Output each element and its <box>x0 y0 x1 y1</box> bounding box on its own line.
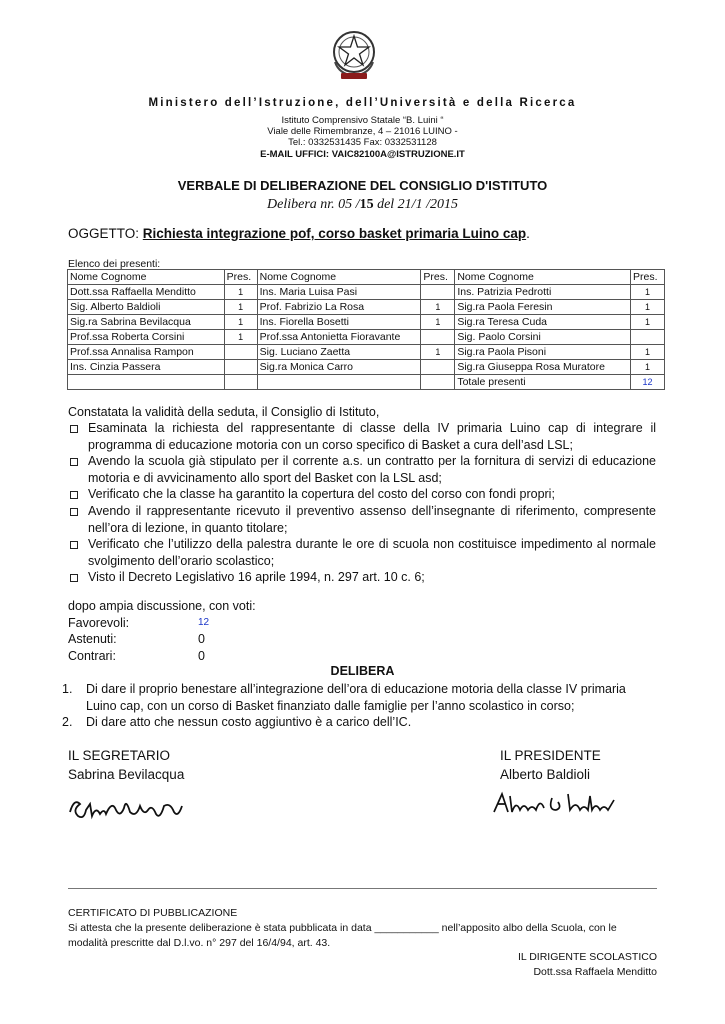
italian-republic-emblem-icon <box>329 28 379 82</box>
total-value: 12 <box>631 375 665 390</box>
empty-cell <box>421 375 455 390</box>
table-row <box>68 345 665 360</box>
member-name: Prof.ssa Antonietta Fioravante <box>257 330 421 345</box>
empty-cell <box>68 375 225 390</box>
secretary-block <box>68 746 184 784</box>
institute-phone: Tel.: 0332531435 Fax: 0332531128 <box>288 137 437 148</box>
empty-cell <box>224 375 257 390</box>
presence-mark: 1 <box>631 345 665 360</box>
checkbox-bullet-icon <box>70 574 78 582</box>
empty-cell <box>257 375 421 390</box>
member-name: Prof.ssa Roberta Corsini <box>68 330 225 345</box>
presence-mark: 1 <box>421 345 455 360</box>
col-pres: Pres. <box>421 270 455 285</box>
certificate-heading: CERTIFICATO DI PUBBLICAZIONE <box>68 907 238 919</box>
presence-mark <box>631 330 665 345</box>
checkbox-bullet-icon <box>70 508 78 516</box>
institute-name: Istituto Comprensivo Statale “B. Luini “ <box>281 115 444 126</box>
votes-intro: dopo ampia discussione, con voti: <box>68 599 256 613</box>
list-item: Esaminata la richiesta del rappresentante di classe della IV primaria Luino cap di integrare il programma di educazione motoria con un corso specifico di Basket a cura dell’asd LSL; <box>68 420 656 453</box>
col-name: Nome Cognome <box>257 270 421 285</box>
col-pres: Pres. <box>224 270 257 285</box>
secretary-signature-icon <box>66 792 190 826</box>
checkbox-bullet-icon <box>70 541 78 549</box>
attendance-caption: Elenco dei presenti: <box>68 258 161 270</box>
member-name: Sig.ra Paola Feresin <box>455 300 631 315</box>
delibera-heading: DELIBERA <box>330 664 395 678</box>
member-name: Prof.ssa Annalisa Rampon <box>68 345 225 360</box>
checkbox-bullet-icon <box>70 491 78 499</box>
president-name: Alberto Baldioli <box>500 767 591 782</box>
member-name: Ins. Cinzia Passera <box>68 360 225 375</box>
list-item: Visto il Decreto Legislativo 16 aprile 1994, n. 297 art. 10 c. 6; <box>68 569 656 586</box>
signer-name: Dott.ssa Raffaela Menditto <box>533 966 657 978</box>
col-name: Nome Cognome <box>455 270 631 285</box>
presence-mark: 1 <box>631 300 665 315</box>
member-name: Sig. Paolo Corsini <box>455 330 631 345</box>
attendance-table <box>67 269 665 390</box>
institute-address: Viale delle Rimembranze, 4 – 21016 LUINO - <box>267 126 458 137</box>
table-row-total <box>68 375 665 390</box>
list-item: 2. Di dare atto che nessun costo aggiuntivo è a carico dell’IC. <box>62 715 412 730</box>
member-name: Ins. Patrizia Pedrotti <box>455 285 631 300</box>
votes-section <box>68 598 256 664</box>
presence-mark <box>224 360 257 375</box>
table-row <box>68 330 665 345</box>
vote-row-contrari: Contrari: 0 <box>68 648 205 663</box>
presence-mark: 1 <box>631 285 665 300</box>
signer-role: IL DIRIGENTE SCOLASTICO <box>517 951 657 963</box>
presence-mark: 1 <box>224 315 257 330</box>
secretary-name: Sabrina Bevilacqua <box>68 767 185 782</box>
member-name: Dott.ssa Raffaella Menditto <box>68 285 225 300</box>
presence-mark: 1 <box>631 315 665 330</box>
considerations-list <box>68 420 656 586</box>
subject-text: Richiesta integrazione pof, corso basket primaria Luino cap <box>142 226 527 241</box>
presence-mark: 1 <box>224 300 257 315</box>
subject-line: OGGETTO: Richiesta integrazione pof, corso basket primaria Luino cap. <box>68 226 530 241</box>
document-title: VERBALE DI DELIBERAZIONE DEL CONSIGLIO D'ISTITUTO <box>177 178 548 193</box>
list-item: Verificato che la classe ha garantito la copertura del costo del corso con fondi propri; <box>68 486 656 503</box>
member-name: Sig. Alberto Baldioli <box>68 300 225 315</box>
member-name: Sig.ra Paola Pisoni <box>455 345 631 360</box>
decisions-list <box>62 681 656 731</box>
certificate-section <box>68 906 658 951</box>
table-row <box>68 300 665 315</box>
member-name: Sig.ra Teresa Cuda <box>455 315 631 330</box>
checkbox-bullet-icon <box>70 458 78 466</box>
member-name: Sig. Luciano Zaetta <box>257 345 421 360</box>
delibera-number: Delibera nr. 05 /15 del 21/1 /2015 <box>267 197 458 212</box>
col-pres: Pres. <box>631 270 665 285</box>
member-name: Sig.ra Sabrina Bevilacqua <box>68 315 225 330</box>
total-label: Totale presenti <box>455 375 631 390</box>
presence-mark: 1 <box>224 330 257 345</box>
list-item: Avendo la scuola già stipulato per il corrente a.s. un contratto per la fornitura di servizi di educazione motoria e di avvicinamento allo sport del Basket con la LSL asd; <box>68 453 656 486</box>
col-name: Nome Cognome <box>68 270 225 285</box>
member-name: Ins. Maria Luisa Pasi <box>257 285 421 300</box>
secretary-role: IL SEGRETARIO <box>68 748 171 763</box>
presence-mark: 1 <box>421 315 455 330</box>
certificate-text: Si attesta che la presente deliberazione è stata pubblicata in data ___________ nell’apposito albo della Scuola, con le modalità prescritte dal D.l.vo. n° 297 del 16/4/94, art. 43. <box>68 922 617 949</box>
president-block <box>500 746 601 784</box>
certificate-signer <box>518 950 657 980</box>
vote-row-favorevoli: Favorevoli: 12 <box>68 615 210 630</box>
ministry-name: Ministero dell’Istruzione, dell’Università e della Ricerca <box>148 97 577 109</box>
list-item: Verificato che l’utilizzo della palestra durante le ore di scuola non costituisce impedimento al normale svolgimento dell’orario scolastico; <box>68 536 656 569</box>
institute-email: E-MAIL UFFICI: VAIC82100A@ISTRUZIONE.IT <box>260 149 465 160</box>
vote-row-astenuti: Astenuti: 0 <box>68 632 205 647</box>
attendance-header-row <box>68 270 665 285</box>
checkbox-bullet-icon <box>70 425 78 433</box>
president-role: IL PRESIDENTE <box>500 748 601 763</box>
divider <box>68 888 657 889</box>
list-item: Avendo il rappresentante ricevuto il preventivo assenso dell’insegnante di riferimento, compresente nell’ora di lezione, in quanto titolare; <box>68 503 656 536</box>
member-name: Sig.ra Giuseppa Rosa Muratore <box>455 360 631 375</box>
presence-mark <box>224 345 257 360</box>
presence-mark <box>421 285 455 300</box>
member-name: Ins. Fiorella Bosetti <box>257 315 421 330</box>
list-item: 1. Di dare il proprio benestare all’integrazione dell’ora di educazione motoria della classe IV primaria Luino cap, con un corso di Basket finanziato dalle famiglie per l’anno scolastico in corso; <box>62 682 626 713</box>
presence-mark: 1 <box>224 285 257 300</box>
member-name: Sig.ra Monica Carro <box>257 360 421 375</box>
table-row <box>68 360 665 375</box>
president-signature-icon <box>490 788 622 818</box>
intro-text: Constatata la validità della seduta, il Consiglio di Istituto, <box>68 405 380 419</box>
table-row <box>68 315 665 330</box>
table-row <box>68 285 665 300</box>
presence-mark <box>421 360 455 375</box>
presence-mark: 1 <box>421 300 455 315</box>
presence-mark: 1 <box>631 360 665 375</box>
member-name: Prof. Fabrizio La Rosa <box>257 300 421 315</box>
presence-mark <box>421 330 455 345</box>
